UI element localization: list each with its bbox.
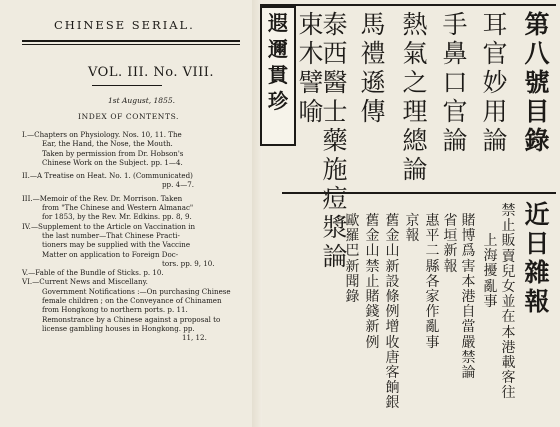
top-rule <box>22 40 240 42</box>
contents-item: 馬 禮 遜 傳 <box>360 10 386 126</box>
contents-line: Ear, the Hand, the Nose, the Mouth. <box>42 139 173 149</box>
news-item: 惠 平 二 縣 各 家 作 亂 事 <box>425 213 440 351</box>
index-heading: INDEX OF CONTENTS. <box>78 112 180 121</box>
series-title-box <box>260 6 296 146</box>
volume-number: VOL. III. No. VIII. <box>88 65 215 80</box>
contents-line: the last number—That Chinese Practi- <box>42 230 180 240</box>
contents-line: for 1853, by the Rev. Mr. Edkins. pp. 8, 9. <box>42 212 192 222</box>
contents-line: Remonstrance by a Chinese against a proposal to <box>42 314 221 324</box>
serial-title: CHINESE SERIAL. <box>54 18 195 32</box>
contents-item: 手 鼻 口 官 論 <box>442 10 468 155</box>
contents-line: VI.—Current News and Miscellany. <box>22 277 148 287</box>
contents-line: from Hongkong to northern ports. p. 11. <box>42 305 188 315</box>
contents-line: 11, 12. <box>182 333 207 343</box>
contents-line: Chinese Work on the Subject. pp. 1—4. <box>42 157 183 167</box>
news-item: 上 海 擾 亂 事 <box>483 233 498 310</box>
contents-line: pp. 4—7. <box>162 180 194 190</box>
news-item: 京 報 <box>405 213 420 245</box>
contents-line: female children ; on the Conveyance of Chinamen <box>42 296 222 306</box>
issue-title: 第 八 號 目 錄 <box>524 10 550 155</box>
news-heading: 近 日 雜 報 <box>524 200 550 316</box>
news-item: 舊 金 山 新 設 條 例 增 收 唐 客 餉 銀 <box>385 213 400 412</box>
contents-list <box>22 130 254 343</box>
chinese-contents-page <box>260 0 560 427</box>
contents-line: tioners may be supplied with the Vaccine <box>42 240 191 250</box>
contents-line: II.—A Treatise on Heat. No. 1. (Communicated) <box>22 171 193 181</box>
contents-line: tors. pp. 9, 10. <box>162 258 215 268</box>
volume-rule <box>92 85 162 86</box>
news-item: 賭 博 爲 害 本 港 自 當 嚴 禁 論 <box>461 213 476 381</box>
contents-item: 束 木 譬 喻 <box>298 10 324 126</box>
top-rule-thin <box>22 44 240 45</box>
contents-line: IV.—Supplement to the Article on Vaccination in <box>22 221 196 231</box>
contents-item: 耳 官 妙 用 論 <box>482 10 508 155</box>
news-item: 省 垣 新 報 <box>443 213 458 275</box>
contents-line: I.—Chapters on Physiology. Nos. 10, 11. The <box>22 130 182 139</box>
contents-item: 熱 氣 之 理 總 論 <box>402 10 428 184</box>
news-item: 舊 金 山 禁 止 賭 錢 新 例 <box>365 213 380 351</box>
news-item: 禁 止 販 賣 兒 女 並 在 本 港 載 客 往 <box>501 203 516 402</box>
issue-date: 1st August, 1855. <box>108 96 175 105</box>
series-title: 遐 邇 貫 珍 <box>268 11 288 113</box>
contents-line: Government Notifications :—On purchasing Chinese <box>42 286 231 296</box>
contents-line: license gambling houses in Hongkong. pp. <box>42 323 195 333</box>
contents-line: Matter on application to Foreign Doc- <box>42 249 179 259</box>
news-item: 歐 羅 巴 新 聞 錄 <box>345 213 360 305</box>
english-contents-page <box>0 0 260 427</box>
contents-line: Taken by permission from Dr. Hobson's <box>42 148 184 158</box>
top-rule <box>260 4 556 6</box>
contents-line: V.—Fable of the Bundle of Sticks. p. 10. <box>22 268 164 278</box>
contents-item: 泰 西 醫 士 藥 施 痘 漿 論 <box>322 10 348 271</box>
contents-line: from "The Chinese and Western Almanac" <box>42 203 194 213</box>
contents-line: III.—Memoir of the Rev. Dr. Morrison. Taken <box>22 193 183 203</box>
